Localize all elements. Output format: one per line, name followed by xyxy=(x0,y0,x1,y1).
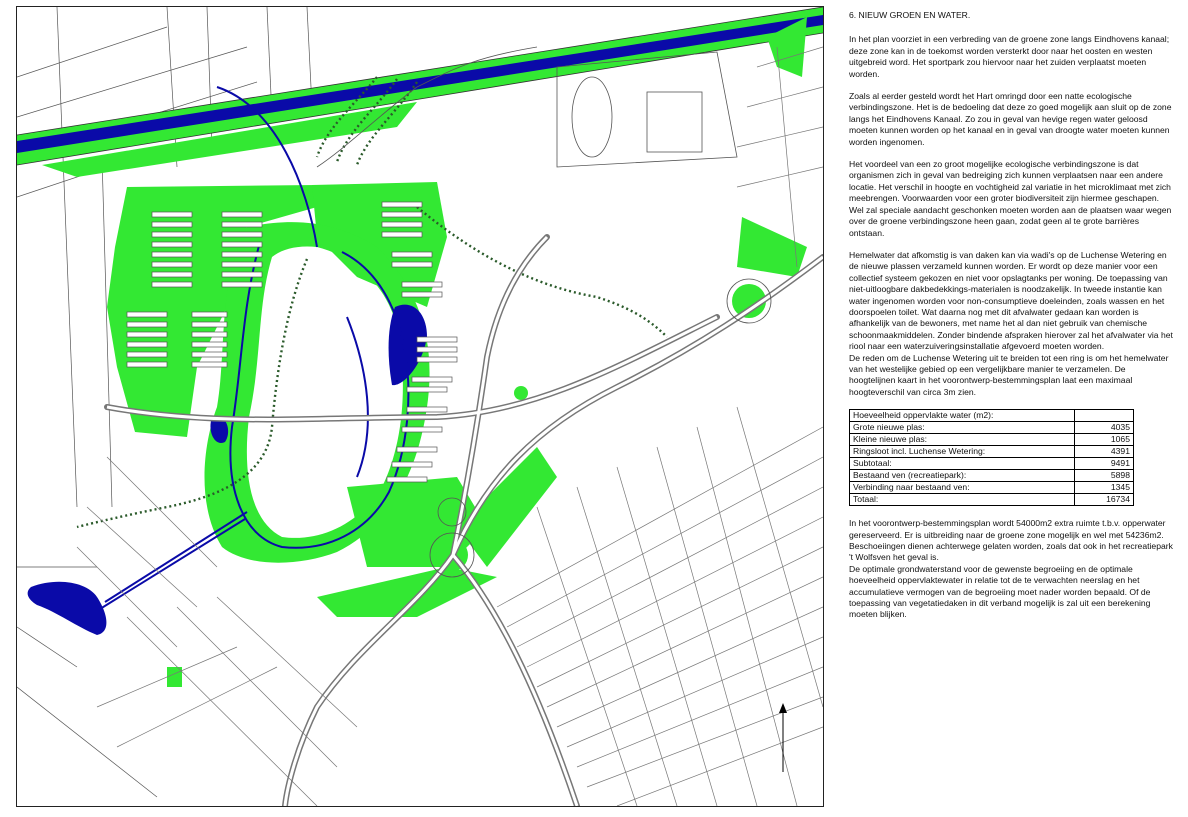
row-label: Bestaand ven (recreatiepark): xyxy=(850,470,1075,482)
town-texture xyxy=(77,47,823,806)
table-row xyxy=(850,470,1134,482)
section-heading: 6. NIEUW GROEN EN WATER. xyxy=(849,10,971,20)
paragraph: De reden om de Luchense Wetering uit te breiden tot een ring is om het hemelwater van het westelijke gebied op een vergelijkbare manier te verzamelen. De hoogtelijnen kaart in het voorontwerp-bestemmingsplan laat een maximaal hoogteverschil van circa 3m zien. xyxy=(849,352,1169,397)
paragraph: In het voorontwerp-bestemmingsplan wordt 54000m2 extra ruimte t.b.v. opperwater gereserveerd. Er is uitbreiding naar de groene zone mogelijk en wel met 54236m2. Beschoeiingen dienen achterwege gelaten worden, zoals dat ook in het recreatiepark 't Wolfsven het geval is. xyxy=(849,518,1173,563)
row-label: Grote nieuwe plas: xyxy=(850,422,1075,434)
row-label: Ringsloot incl. Luchense Wetering: xyxy=(850,446,1075,458)
table-row xyxy=(850,422,1134,434)
text-column xyxy=(849,10,1174,632)
table-row xyxy=(850,434,1134,446)
row-value: 5898 xyxy=(1075,470,1134,482)
paragraph: Hemelwater dat afkomstig is van daken kan via wadi's op de Luchense Wetering en de nieuwe plassen verzameld kunnen worden. Er wordt op deze manier voor een collectief systeem gekozen en niet voor opslagtanks per woning. De toepassing van niet-uitloogbare dakbedekkings-materialen is noodzakelijk. In tweede instantie kan water ingenomen worden voor non-consumptieve doeleinden, zoals wassen en het doorspoelen toilet. Wat daarna nog met dit afvalwater gedaan kan worden is afhankelijk van de bewoners, met name het al dan niet gebruik van chemische schoonmaakmiddelen. Zonder bindende afspraken hierover zal het afvalwater via het riool naar een waterzuiveringsinstallatie afgevoerd moeten worden. xyxy=(849,249,1173,352)
table-row xyxy=(850,410,1134,422)
table-row xyxy=(850,494,1134,506)
table-row xyxy=(850,458,1134,470)
table-header: Hoeveelheid oppervlakte water (m2): xyxy=(850,410,1075,422)
row-value: 1345 xyxy=(1075,482,1134,494)
paragraph: De optimale grondwaterstand voor de gewenste begroeiing en de optimale hoeveelheid oppervlaktewater in relatie tot de te verwachten neerslag en het accumulatieve vermogen van de begroeiing moet nader worden bepaald. Of de toepassing van vegetatiedaken in dit verband mogelijk is zal uit een berekening moeten blijken. xyxy=(849,563,1151,620)
row-label: Subtotaal: xyxy=(850,458,1075,470)
row-value: 16734 xyxy=(1075,494,1134,506)
paragraph: In het plan voorziet in een verbreding van de groene zone langs Eindhovens kanaal; deze zone kan in de toekomst worden versterkt door naar het oosten en westen uitgebreid word. Het sportpark zou hiervoor naar het zuiden verplaatst moeten worden. xyxy=(849,34,1170,79)
site-plan-map[interactable] xyxy=(16,6,824,807)
row-value: 1065 xyxy=(1075,434,1134,446)
row-label: Verbinding naar bestaand ven: xyxy=(850,482,1075,494)
row-value: 9491 xyxy=(1075,458,1134,470)
table-row xyxy=(850,482,1134,494)
paragraph: Het voordeel van een zo groot mogelijke ecologische verbindingszone is dat organismen zich in geval van bedreiging zich kunnen verplaatsen naar een andere locatie. Het verschil in hoogte en vochtigheid zal variatie in het microklimaat met zich meebrengen. Voorwaarden voor een groter biodiversiteit zijn hiermee geschapen. Wel zal speciale aandacht geschonken moeten worden aan de plaatsen waar wegen over de groene verbindingszone heen gaan, zodat geen al te grote barrières ontstaan. xyxy=(849,159,1172,238)
water-area-table xyxy=(849,409,1134,506)
row-value: 4391 xyxy=(1075,446,1134,458)
table-row xyxy=(850,446,1134,458)
paragraph: Zoals al eerder gesteld wordt het Hart omringd door een natte ecologische verbindingszone. Het is de bedoeling dat deze zo goed mogelijk aan sluit op de zone langs het Eindhovens Kanaal. Zo zou in geval van hevige regen water geloosd moeten kunnen worden op het kanaal en in geval van droogte water moeten kunnen worden ingenomen. xyxy=(849,91,1172,147)
row-label: Totaal: xyxy=(850,494,1075,506)
row-label: Kleine nieuwe plas: xyxy=(850,434,1075,446)
row-value: 4035 xyxy=(1075,422,1134,434)
